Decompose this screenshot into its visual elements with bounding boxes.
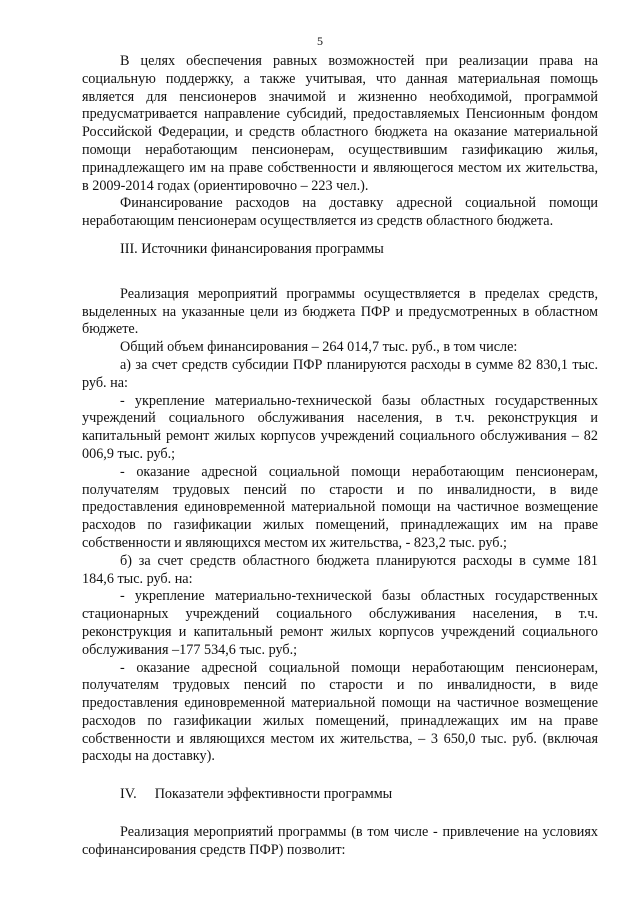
section-3-heading: III. Источники финансирования программы xyxy=(120,240,384,257)
section-3-item-2: - оказание адресной социальной помощи неработающим пенсионерам, получателям трудовых пенсий по старости и по инвалидности, в виде предоставления единовременной материальной помощи на частичное возмещение расходов по газификации жилых помещений, принадлежащих им на праве собственности и являющихся местом их жительства, - 823,2 тыс. руб.; xyxy=(82,463,598,551)
section-3-item-3: - укрепление материально-технической базы областных государственных стационарных учреждений социального обслуживания населения, в т.ч. реконструкция и капитальный ремонт жилых корпусов учреждений социального обслуживания –177 534,6 тыс. руб.; xyxy=(82,588,598,658)
document-body xyxy=(82,53,598,860)
section-4-paragraph-1: Реализация мероприятий программы (в том числе - привлечение на условиях софинансирования средств ПФР) позволит: xyxy=(82,824,598,858)
page-number: 5 xyxy=(317,34,323,48)
section-4-number: IV. xyxy=(120,786,137,803)
section-4-heading xyxy=(82,786,598,804)
section-4-title: Показатели эффективности программы xyxy=(154,786,393,803)
section-3-item-4: - оказание адресной социальной помощи неработающим пенсионерам, получателям трудовых пенсий по старости и по инвалидности, в виде предоставления единовременной материальной помощи на частичное возмещение расходов по газификации жилых помещений, принадлежащих им на праве собственности и являющихся местом их жительства, – 3 650,0 тыс. руб. (включая расходы на доставку). xyxy=(82,659,598,765)
section-3-item-1: - укрепление материально-технической базы областных государственных учреждений социального обслуживания населения, в т.ч. реконструкция и капитальный ремонт жилых корпусов учреждений социального обслуживания – 82 006,9 тыс. руб.; xyxy=(82,392,598,462)
intro-paragraph-1: В целях обеспечения равных возможностей при реализации права на социальную поддержку, а также учитывая, что данная материальная помощь является для пенсионеров значимой и жизненно необходимой, программой предусматривается направление субсидий, предоставляемых Пенсионным фондом Российской Федерации, и средств областного бюджета на оказание материальной помощи неработающим пенсионерам, осуществившим газификацию жилья, принадлежащего им на праве собственности и являющегося местом их жительства, в 2009-2014 годах (ориентировочно – 223 чел.). xyxy=(82,53,598,194)
section-3-paragraph-2: Общий объем финансирования – 264 014,7 тыс. руб., в том числе: xyxy=(120,339,518,356)
section-3-paragraph-4: б) за счет средств областного бюджета планируются расходы в сумме 181 184,6 тыс. руб. на: xyxy=(82,552,598,587)
intro-paragraph-2: Финансирование расходов на доставку адресной социальной помощи неработающим пенсионерам осуществляется из средств областного бюджета. xyxy=(82,195,598,230)
section-3-paragraph-1: Реализация мероприятий программы осуществляется в пределах средств, выделенных на указанные цели из бюджета ПФР и предусмотренных в областном бюджете. xyxy=(82,285,598,338)
section-3-paragraph-3: а) за счет средств субсидии ПФР планируются расходы в сумме 82 830,1 тыс. руб. на: xyxy=(82,356,598,391)
